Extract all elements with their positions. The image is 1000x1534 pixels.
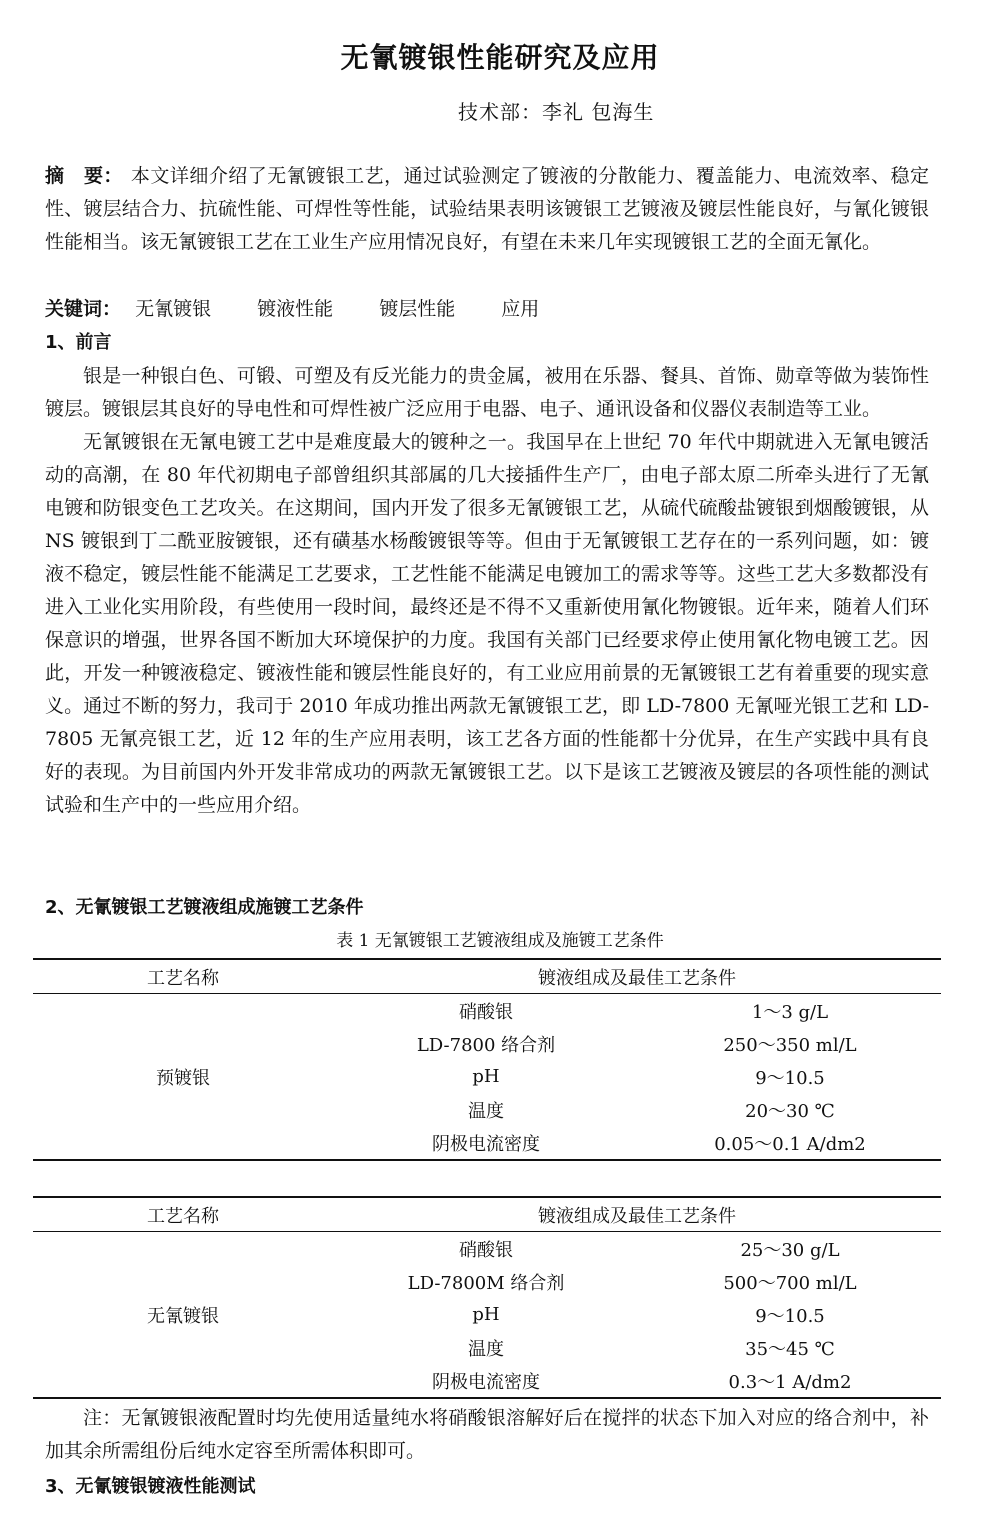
keyword: 应用 — [501, 298, 540, 320]
value-cell: 25～30 g/L — [740, 1239, 840, 1261]
component-cell: pH — [472, 1304, 500, 1325]
component-cell: 阴极电流密度 — [432, 1133, 540, 1155]
component-cell: 温度 — [468, 1338, 504, 1360]
value-cell: 1～3 g/L — [751, 1001, 829, 1023]
value-cell: 20～30 ℃ — [745, 1100, 835, 1122]
abstract-text: 本文详细介绍了无氰镀银工艺，通过试验测定了镀液的分散能力、覆盖能力、电流效率、稳定性、镀层结合力、抗硫性能、可焊性等性能，试验结果表明该镀银工艺镀液及镀层性能良好，与氰化镀银性能相当。该无氰镀银工艺在工业生产应用情况良好，有望在未来几年实现镀银工艺的全面无氰化。 — [45, 165, 929, 253]
paragraph: 无氰镀银在无氰电镀工艺中是难度最大的镀种之一。我国早在上世纪 70 年代中期就进入无氰电镀活动的高潮，在 80 年代初期电子部曾组织其部属的几大接插件生产厂，由电子部太原二所牵头进行了无氰电镀和防银变色工艺攻关。在这期间，国内开发了很多无氰镀银工艺，从硫代硫酸盐镀银到烟酸镀银，从 NS 镀银到丁二酰亚胺镀银，还有磺基水杨酸镀银等等。但由于无氰镀银工艺存在的一系列问题，如：镀液不稳定，镀层性能不能满足工艺要求，工艺性能不能满足电镀加工的需求等等。这些工艺大多数都没有进入工业化实用阶段，有些使用一段时间，最终还是不得不又重新使用氰化物镀银。近年来，随着人们环保意识的增强，世界各国不断加大环境保护的力度。我国有关部门已经要求停止使用氰化物电镀工艺。因此，开发一种镀液稳定、镀液性能和镀层性能良好的，有工业应用前景的无氰镀银工艺有着重要的现实意义。通过不断的努力，我司于 2010 年成功推出两款无氰镀银工艺，即 LD-7800 无氰哑光银工艺和 LD-7805 无氰亮银工艺，近 12 年的生产应用表明，该工艺各方面的性能都十分优异，在生产实践中具有良好的表现。为目前国内外开发非常成功的两款无氰镀银工艺。以下是该工艺镀液及镀层的各项性能的测试试验和生产中的一些应用介绍。 — [45, 431, 929, 816]
component-cell: pH — [472, 1066, 500, 1087]
preplating-table — [33, 958, 941, 1161]
table-row — [33, 994, 941, 1028]
section-heading-introduction: 1、前言 — [45, 332, 112, 353]
value-cell: 250～350 ml/L — [723, 1034, 857, 1056]
process-name-cell: 无氰镀银 — [147, 1305, 219, 1327]
value-cell: 0.3～1 A/dm2 — [728, 1371, 852, 1393]
column-header-conditions: 镀液组成及最佳工艺条件 — [538, 1205, 736, 1227]
keywords-label: 关键词： — [45, 298, 122, 320]
section-heading-performance-test: 3、无氰镀银镀液性能测试 — [45, 1476, 256, 1497]
component-cell: LD-7800 络合剂 — [416, 1034, 556, 1056]
value-cell: 35～45 ℃ — [745, 1338, 835, 1360]
component-cell: LD-7800M 络合剂 — [407, 1272, 565, 1294]
column-header-conditions: 镀液组成及最佳工艺条件 — [538, 967, 736, 989]
keywords-line — [45, 293, 929, 326]
component-cell: 硝酸银 — [459, 1001, 513, 1023]
column-header-process: 工艺名称 — [147, 967, 219, 989]
cyanide-free-plating-table — [33, 1196, 941, 1399]
keyword: 无氰镀银 — [135, 298, 212, 320]
value-cell: 9～10.5 — [755, 1305, 825, 1327]
table-header-row — [33, 1197, 941, 1232]
abstract-paragraph — [45, 160, 929, 259]
section-heading-composition: 2、无氰镀银工艺镀液组成施镀工艺条件 — [45, 897, 364, 918]
process-name-cell: 预镀银 — [156, 1067, 210, 1089]
table-row — [33, 1232, 941, 1266]
paper-title: 无氰镀银性能研究及应用 — [340, 41, 660, 74]
keyword: 镀液性能 — [257, 298, 334, 320]
abstract-label: 摘 要： — [45, 165, 123, 187]
component-cell: 硝酸银 — [459, 1239, 513, 1261]
component-cell: 阴极电流密度 — [432, 1371, 540, 1393]
author-line: 技术部：李礼 包海生 — [458, 100, 655, 124]
table-caption: 表 1 无氰镀银工艺镀液组成及施镀工艺条件 — [336, 931, 664, 951]
value-cell: 9～10.5 — [755, 1067, 825, 1089]
note-text: 注：无氰镀银液配置时均先使用适量纯水将硝酸银溶解好后在搅拌的状态下加入对应的络合剂中，补加其余所需组份后纯水定容至所需体积即可。 — [45, 1407, 929, 1462]
component-cell: 温度 — [468, 1100, 504, 1122]
paragraph: 银是一种银白色、可锻、可塑及有反光能力的贵金属，被用在乐器、餐具、首饰、勋章等做为装饰性镀层。镀银层其良好的导电性和可焊性被广泛应用于电器、电子、通讯设备和仪器仪表制造等工业。 — [45, 365, 929, 420]
table-header-row — [33, 959, 941, 994]
table-note — [45, 1402, 929, 1468]
value-cell: 500～700 ml/L — [723, 1272, 857, 1294]
introduction-body — [45, 360, 929, 822]
value-cell: 0.05～0.1 A/dm2 — [714, 1133, 866, 1155]
column-header-process: 工艺名称 — [147, 1205, 219, 1227]
keyword: 镀层性能 — [379, 298, 456, 320]
